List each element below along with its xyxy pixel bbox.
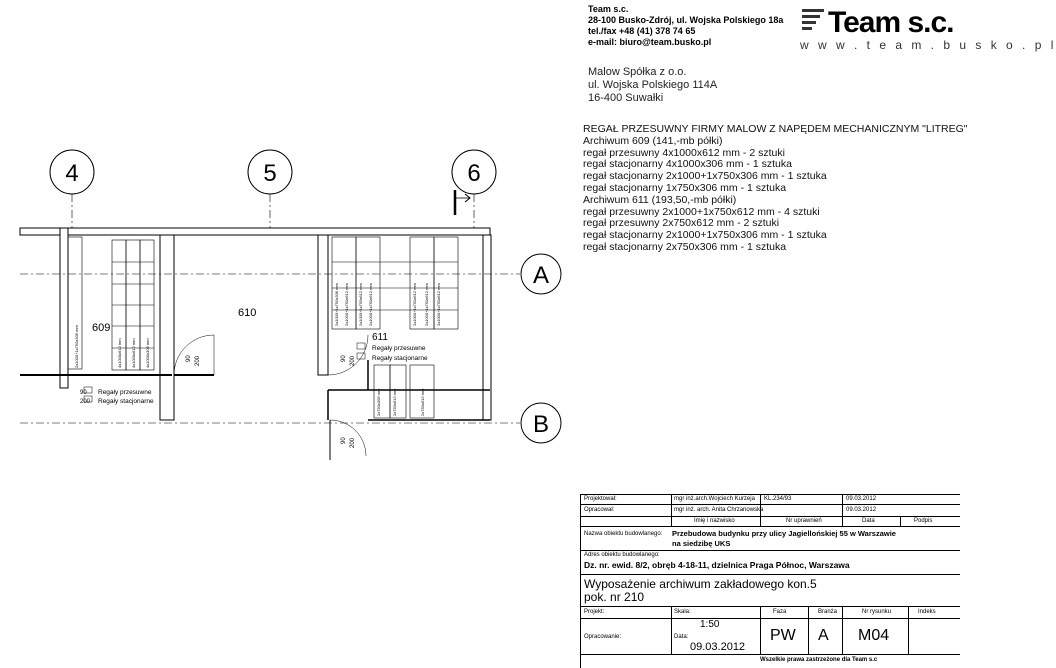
axis-marker-4	[50, 150, 94, 230]
designed-license: KL.234/93	[764, 496, 792, 502]
object-name: Przebudowa budynku przy ulicy Jagiellońskiej 55 w Warszawie na siedzibę UKS	[672, 529, 896, 548]
prepared-date: 09.03.2012	[846, 507, 877, 513]
svg-text:2x1000+1x750x306 mm: 2x1000+1x750x306 mm	[74, 325, 79, 368]
scale-value: 1:50	[700, 619, 720, 630]
legend-609	[84, 387, 154, 405]
date-label: Data:	[674, 634, 689, 640]
client-street: ul. Wojska Polskiego 114A	[588, 79, 718, 91]
svg-text:90: 90	[186, 355, 192, 362]
drawing-no-value: M04	[858, 627, 890, 644]
svg-text:Regały stacjonarne: Regały stacjonarne	[372, 355, 428, 362]
phase-label: Faza	[773, 609, 787, 615]
specification-list	[583, 124, 968, 254]
designed-label: Projektował:	[584, 496, 617, 502]
col-license: Nr uprawnień	[786, 518, 822, 524]
svg-text:4x1000x306 mm: 4x1000x306 mm	[145, 338, 150, 368]
designed-date: 09.03.2012	[846, 496, 877, 502]
project-label: Projekt:	[584, 609, 605, 615]
spec-line: regał stacjonarny 2x1000+1x750x306 mm - 1 sztuka	[583, 229, 827, 242]
prepared-name: mgr inż. arch. Anita Chrzanowska	[674, 507, 764, 513]
section-marker-a	[521, 254, 561, 294]
svg-text:2x1000+1x750x612 mm: 2x1000+1x750x612 mm	[436, 283, 441, 326]
svg-text:90: 90	[80, 390, 87, 396]
svg-text:4x1000x612 mm: 4x1000x612 mm	[131, 338, 136, 368]
svg-text:2x1000+1x750x306 mm: 2x1000+1x750x306 mm	[334, 283, 339, 326]
branch-value: A	[818, 627, 829, 644]
website-url: w w w . t e a m . b u s k o . p l	[800, 38, 1056, 52]
spec-line: regał przesuwny 4x1000x612 mm - 2 sztuki	[583, 146, 785, 159]
spec-line: regał stacjonarny 4x1000x306 mm - 1 sztuka	[583, 158, 792, 171]
col-signature: Podpis	[914, 518, 933, 524]
room-611: 611	[372, 332, 388, 343]
legend-611	[357, 343, 428, 362]
section-marker-b	[521, 403, 561, 443]
section-cut-arrow	[455, 190, 470, 215]
svg-text:90: 90	[341, 355, 347, 362]
svg-text:Regały przesuwne: Regały przesuwne	[98, 389, 152, 396]
svg-text:2x750x612 mm: 2x750x612 mm	[392, 388, 397, 416]
svg-text:90: 90	[341, 437, 347, 444]
racks-room-609	[68, 237, 154, 370]
svg-text:2x750x306 mm: 2x750x306 mm	[376, 388, 381, 416]
svg-text:B: B	[532, 411, 550, 438]
svg-text:4: 4	[65, 160, 79, 187]
date-value: 09.03.2012	[690, 641, 746, 653]
company-email: e-mail: biuro@team.busko.pl	[588, 37, 712, 47]
svg-text:200: 200	[195, 355, 201, 366]
spec-line: Archiwum 611 (193,50,-mb półki)	[583, 193, 737, 206]
svg-text:2x1000+1x750x612 mm: 2x1000+1x750x612 mm	[344, 283, 349, 326]
index-label: Indeks	[918, 609, 936, 615]
scale-label: Skala:	[674, 609, 691, 615]
svg-text:200: 200	[350, 355, 356, 366]
company-info	[588, 4, 783, 48]
room-609: 609	[92, 322, 111, 334]
object-label: Nazwa obiektu budowlanego:	[584, 531, 663, 537]
walls	[20, 228, 491, 460]
grid-lines	[20, 274, 520, 423]
branch-label: Branża	[818, 609, 838, 615]
client-name: Malow Spółka z o.o.	[588, 66, 687, 78]
svg-text:Regały przesuwne: Regały przesuwne	[372, 345, 426, 352]
col-name: Imię i nazwisko	[694, 518, 735, 524]
company-name: Team s.c.	[588, 4, 629, 14]
designed-name: mgr inż.arch.Wojciech Kurzeja	[674, 496, 755, 502]
copyright: Wszelkie prawa zastrzeżone dla Team s.c	[760, 657, 878, 663]
svg-text:6: 6	[467, 160, 481, 187]
spec-line: regał stacjonarny 1x750x306 mm - 1 sztuka	[583, 181, 787, 194]
preparation-label: Opracowanie:	[584, 634, 622, 640]
address-label: Adres obiektu budowlanego:	[584, 552, 660, 558]
axis-marker-5	[248, 150, 292, 230]
svg-text:2x1000+1x750x612 mm: 2x1000+1x750x612 mm	[412, 283, 417, 326]
svg-text:2x750x612 mm: 2x750x612 mm	[420, 388, 425, 416]
svg-text:Regały stacjonarne: Regały stacjonarne	[98, 398, 154, 405]
client-city: 16-400 Suwałki	[588, 92, 664, 104]
svg-text:2x1000+1x750x612 mm: 2x1000+1x750x612 mm	[368, 283, 373, 326]
svg-text:4x1000x612 mm: 4x1000x612 mm	[117, 338, 122, 368]
client-info	[588, 66, 717, 105]
svg-text:2x1000+1x750x612 mm: 2x1000+1x750x612 mm	[358, 283, 363, 326]
spec-line: regał stacjonarny 2x1000+1x750x306 mm - 1 sztuka	[583, 170, 827, 183]
door-swings	[174, 335, 368, 456]
svg-text:5: 5	[263, 160, 277, 187]
company-phone: tel./fax +48 (41) 378 74 65	[588, 26, 696, 36]
phase-value: PW	[770, 627, 796, 644]
room-610: 610	[238, 307, 257, 319]
svg-text:A: A	[532, 262, 550, 289]
logo-text: Team s.c.	[828, 6, 954, 39]
spec-line: regał przesuwny 2x750x612 mm - 2 sztuki	[583, 217, 780, 230]
svg-text:200: 200	[80, 399, 91, 405]
axis-marker-6	[452, 150, 496, 230]
company-address: 28-100 Busko-Zdrój, ul. Wojska Polskiego 18a	[588, 15, 784, 25]
svg-text:2x1000+1x750x612 mm: 2x1000+1x750x612 mm	[424, 283, 429, 326]
spec-line: regał stacjonarny 2x750x306 mm - 1 sztuka	[583, 240, 787, 253]
col-date: Data	[862, 518, 875, 524]
spec-title: REGAŁ PRZESUWNY FIRMY MALOW Z NAPĘDEM MECHANICZNYM "LITREG"	[583, 123, 968, 135]
team-logo-icon	[800, 6, 826, 36]
spec-line: Archiwum 609 (141,-mb półki)	[583, 134, 723, 147]
svg-text:200: 200	[350, 437, 356, 448]
prepared-label: Opracował:	[584, 507, 615, 513]
drawing-title: Wyposażenie archiwum zakładowego kon.5 pok. nr 210	[584, 577, 817, 604]
address-value: Dz. nr. ewid. 8/2, obręb 4-18-11, dzielnica Praga Północ, Warszawa	[584, 560, 850, 570]
drawing-no-label: Nr rysunku	[862, 609, 892, 615]
spec-line: regał przesuwny 2x1000+1x750x612 mm - 4 sztuki	[583, 205, 820, 218]
